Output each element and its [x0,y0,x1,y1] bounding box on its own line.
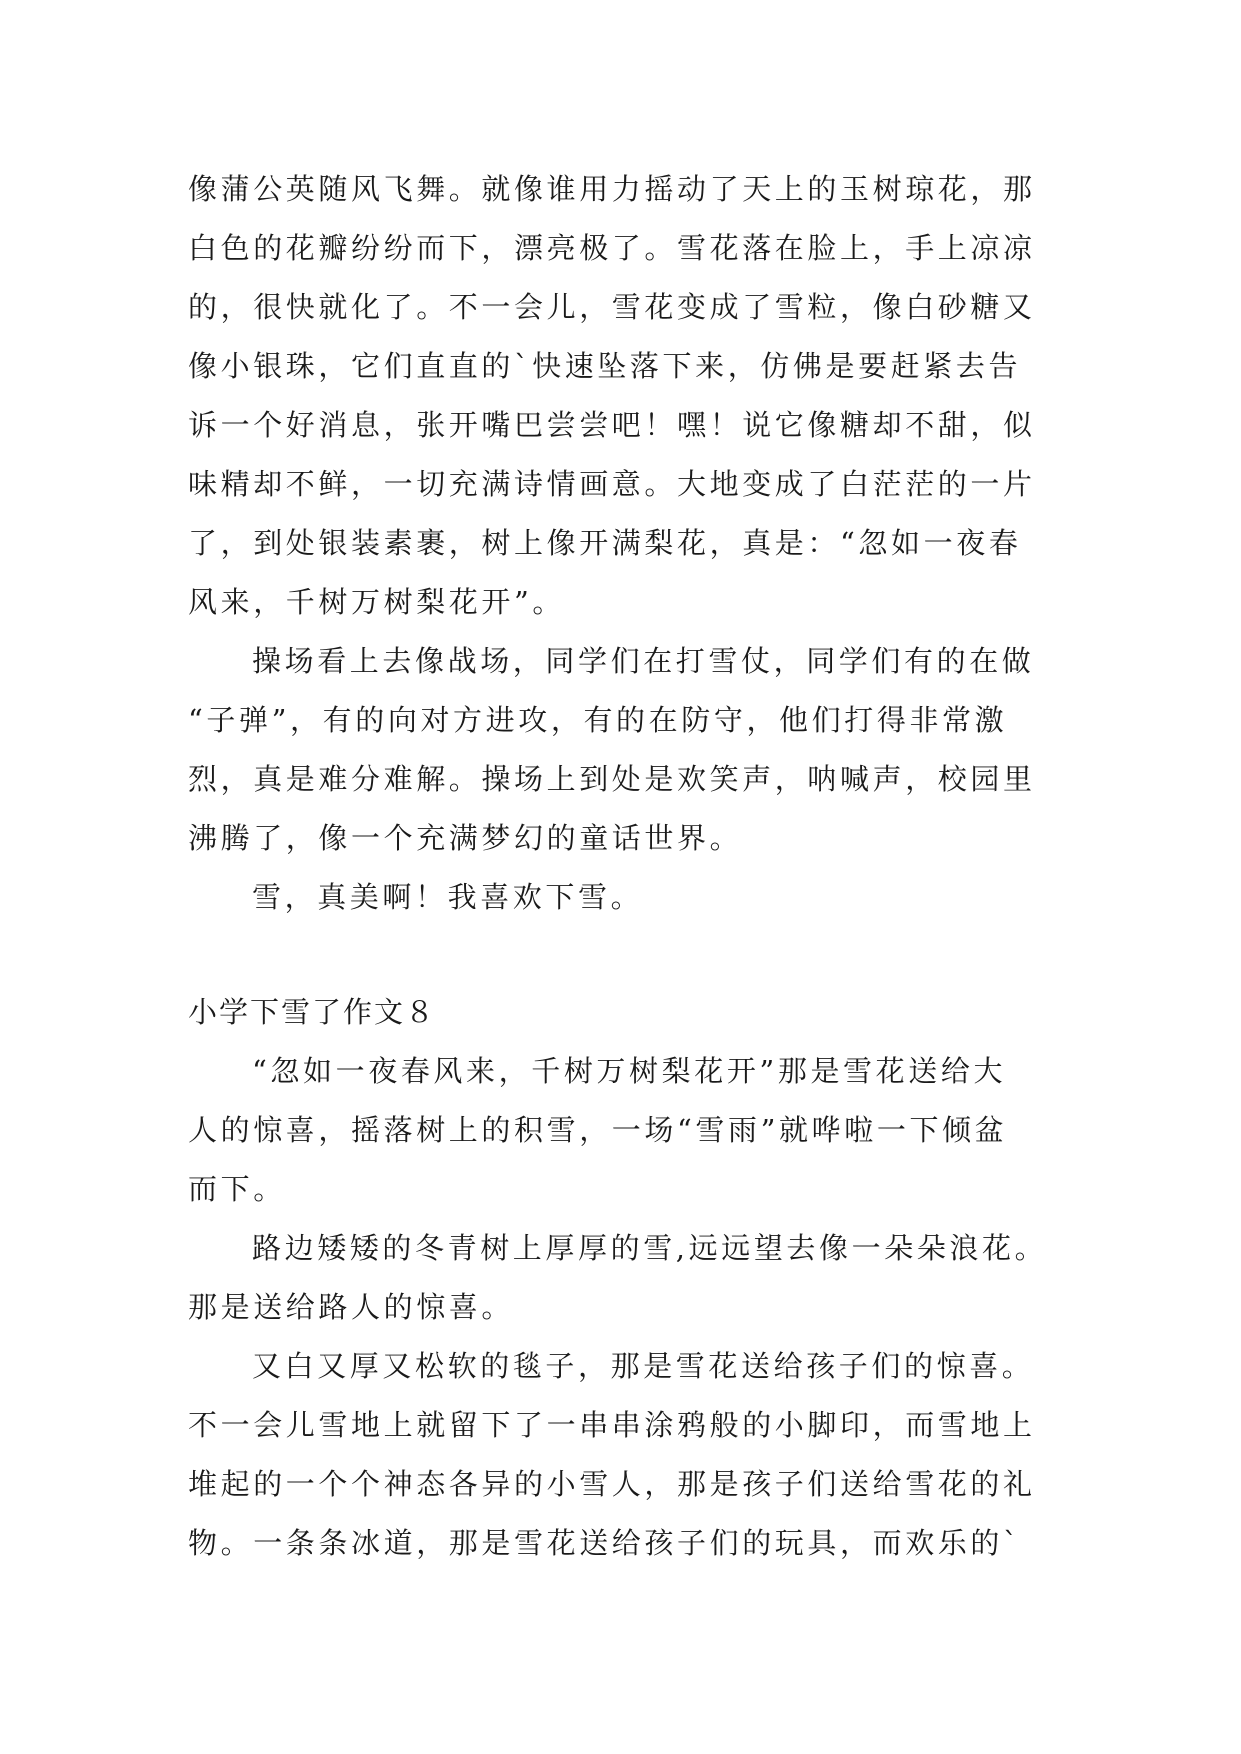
text-line: 白色的花瓣纷纷而下，漂亮极了。雪花落在脸上，手上凉凉 [188,231,1036,265]
paragraph-snowfall-description [188,160,1068,632]
text-line: 沸腾了，像一个充满梦幻的童话世界。 [188,821,743,855]
text-line: 了，到处银装素裹，树上像开满梨花，真是：“忽如一夜春 [188,526,1022,560]
text-line: “子弹”，有的向对方进攻，有的在防守，他们打得非常激 [188,703,1008,737]
text-line: 味精却不鲜，一切充满诗情画意。大地变成了白茫茫的一片 [188,467,1036,501]
text-line: 的，很快就化了。不一会儿，雪花变成了雪粒，像白砂糖又 [188,290,1036,324]
text-line: 雪，真美啊！我喜欢下雪。 [252,880,644,914]
section-gap [188,927,1068,983]
paragraph-closing [188,868,1068,927]
text-line: 又白又厚又松软的毯子，那是雪花送给孩子们的惊喜。 [252,1349,1035,1383]
text-line: 物。一条条冰道，那是雪花送给孩子们的玩具，而欢乐的` [188,1526,1022,1560]
text-line: 而下。 [188,1172,286,1206]
text-line: 那是送给路人的惊喜。 [188,1290,515,1324]
text-line: 诉一个好消息，张开嘴巴尝尝吧！嘿！说它像糖却不甜，似 [188,408,1036,442]
text-line: 路边矮矮的冬青树上厚厚的雪,远远望去像一朵朵浪花。 [252,1231,1048,1265]
paragraph-surprise-passersby [188,1219,1068,1337]
text-line: 像小银珠，它们直直的`快速坠落下来，仿佛是要赶紧去告 [188,349,1022,383]
text-line: 人的惊喜，摇落树上的积雪，一场“雪雨”就哗啦一下倾盆 [188,1113,1008,1147]
text-line: 像蒲公英随风飞舞。就像谁用力摇动了天上的玉树琼花，那 [188,172,1036,206]
text-line: “忽如一夜春风来，千树万树梨花开”那是雪花送给大 [252,1054,1007,1088]
text-line: 操场看上去像战场，同学们在打雪仗，同学们有的在做 [252,644,1035,678]
paragraph-surprise-adults [188,1042,1068,1219]
text-line: 风来，千树万树梨花开”。 [188,585,566,619]
paragraph-surprise-children [188,1337,1068,1573]
text-line: 不一会儿雪地上就留下了一串串涂鸦般的小脚印，而雪地上 [188,1408,1036,1442]
text-line: 烈，真是难分难解。操场上到处是欢笑声，呐喊声，校园里 [188,762,1036,796]
text-line: 堆起的一个个神态各异的小雪人，那是孩子们送给雪花的礼 [188,1467,1036,1501]
paragraph-snowball-fight [188,632,1068,868]
document-body [188,160,1068,1573]
essay-heading: 小学下雪了作文８ [188,995,437,1029]
